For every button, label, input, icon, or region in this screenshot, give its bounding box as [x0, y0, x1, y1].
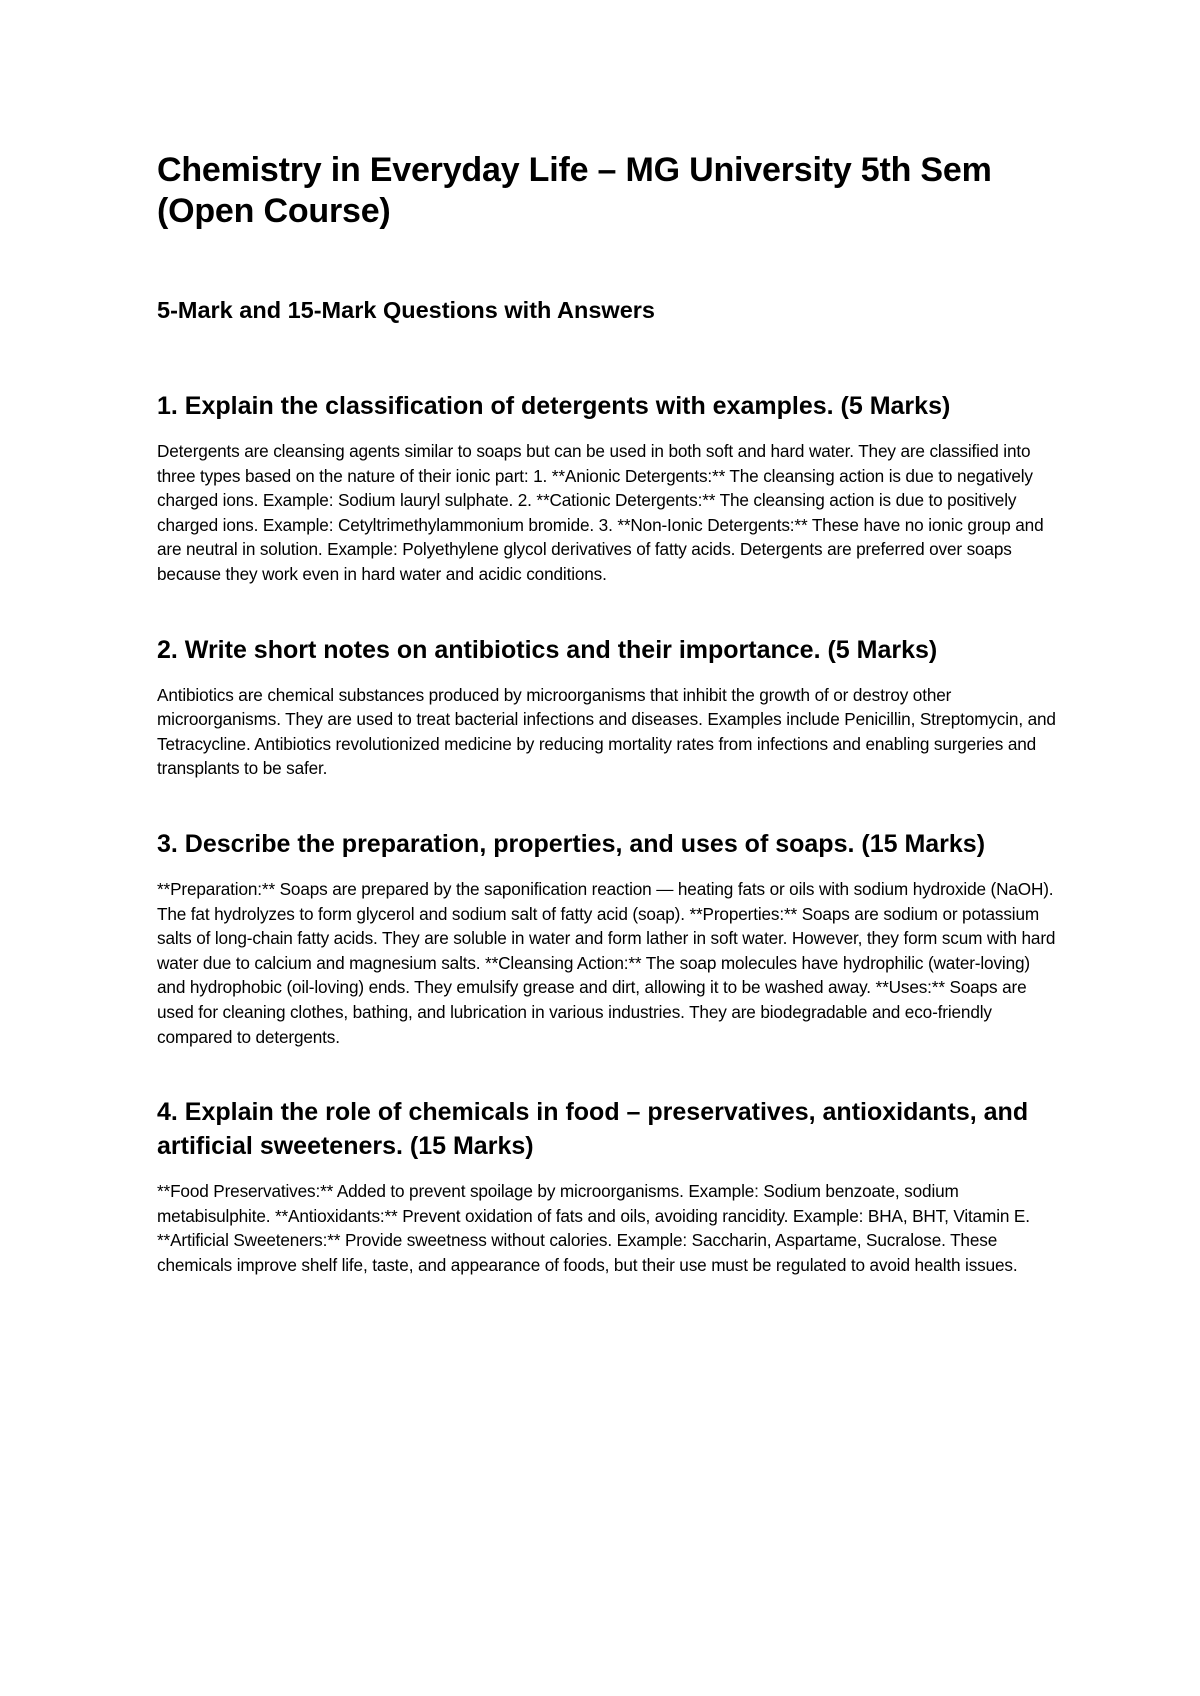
question-answer: Detergents are cleansing agents similar to soaps but can be used in both soft and hard water. They are classified into three types based on the nature of their ionic part: 1. **Anionic Detergents:** The cleansing action is due to negatively charged ions. Example: Sodium lauryl sulphate. 2. **Cationic Detergents:** The cleansing action is due to positively charged ions. Example: Cetyltrimethylammonium bromide. 3. **Non-Ionic Detergents:** These have no ionic group and are neutral in solution. Example: Polyethylene glycol derivatives of fatty acids. Detergents are preferred over soaps because they work even in hard water and acidic conditions.: [157, 441, 1044, 584]
question-answer: **Preparation:** Soaps are prepared by the saponification reaction — heating fats or oils with sodium hydroxide (NaOH). The fat hydrolyzes to form glycerol and sodium salt of fatty acid (soap). **Properties:** Soaps are sodium or potassium salts of long-chain fatty acids. They are soluble in water and form lather in soft water. However, they form scum with hard water due to calcium and magnesium salts. **Cleansing Action:** The soap molecules have hydrophilic (water-loving) and hydrophobic (oil-loving) ends. They emulsify grease and dirt, allowing it to be washed away. **Uses:** Soaps are used for cleaning clothes, bathing, and lubrication in various industries. They are biodegradable and eco-friendly compared to detergents.: [157, 878, 1056, 1047]
question-2: [157, 633, 1057, 781]
question-answer: Antibiotics are chemical substances produced by microorganisms that inhibit the growth of or destroy other microorganisms. They are used to treat bacterial infections and diseases. Examples include Penicillin, Streptomycin, and Tetracycline. Antibiotics revolutionized medicine by reducing mortality rates from infections and enabling surgeries and transplants to be safer.: [157, 684, 1056, 779]
question-heading: 1. Explain the classification of detergents with examples. (5 Marks): [157, 392, 951, 420]
document-title: Chemistry in Everyday Life – MG University 5th Sem (Open Course): [157, 151, 992, 230]
question-answer: **Food Preservatives:** Added to prevent spoilage by microorganisms. Example: Sodium benzoate, sodium metabisulphite. **Antioxidants:** Prevent oxidation of fats and oils, avoiding rancidity. Example: BHA, BHT, Vitamin E. **Artificial Sweeteners:** Provide sweetness without calories. Example: Saccharin, Aspartame, Sucralose. These chemicals improve shelf life, taste, and appearance of foods, but their use must be regulated to avoid health issues.: [157, 1181, 1030, 1275]
document-subtitle: 5-Mark and 15-Mark Questions with Answers: [157, 297, 655, 323]
question-heading: 3. Describe the preparation, properties, and uses of soaps. (15 Marks): [157, 829, 986, 858]
question-1: [157, 389, 1057, 587]
question-heading: 4. Explain the role of chemicals in food – preservatives, antioxidants, and artificial sweeteners. (15 Marks): [157, 1098, 1029, 1161]
document-page: [157, 150, 1057, 1277]
question-4: [157, 1095, 1057, 1277]
question-heading: 2. Write short notes on antibiotics and their importance. (5 Marks): [157, 635, 938, 664]
question-3: [157, 827, 1057, 1049]
